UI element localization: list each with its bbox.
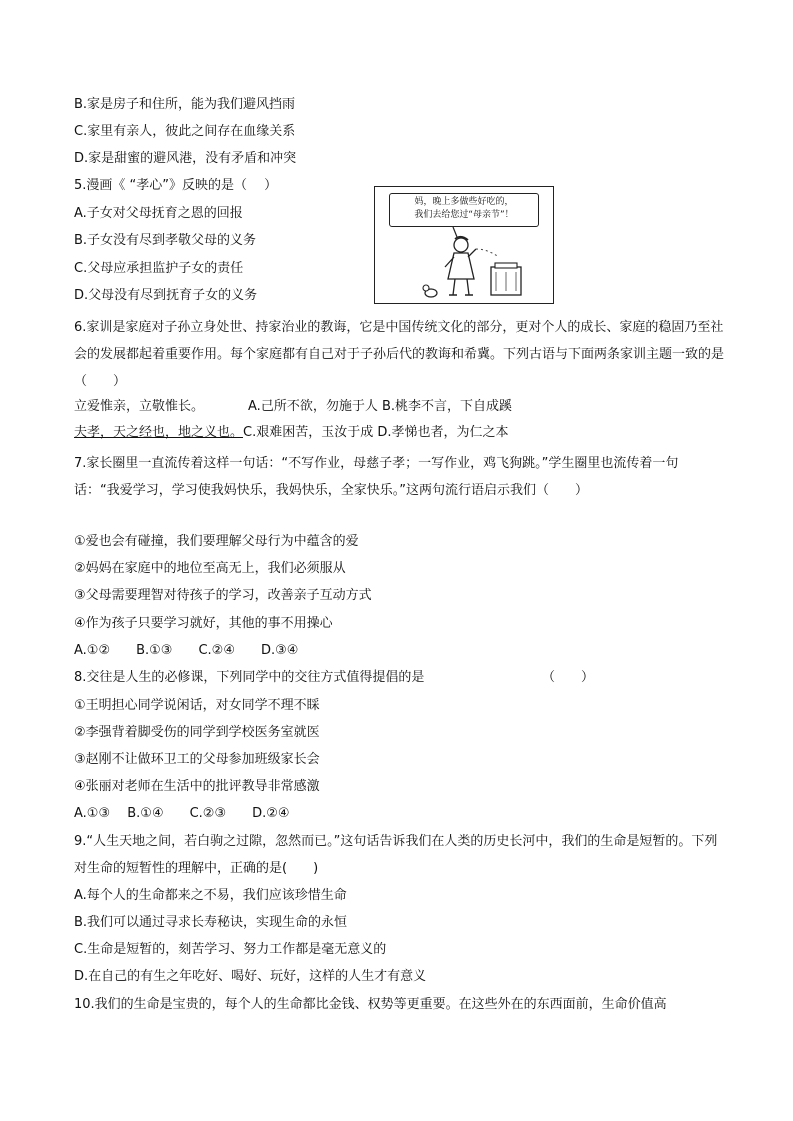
q7-answers: A.①② B.①③ C.②④ D.③④ — [74, 643, 299, 658]
q8-item-3: ③赵刚不让做环卫工的父母参加班级家长会 — [74, 752, 320, 767]
q9-option-a: A.每个人的生命都来之不易，我们应该珍惜生命 — [74, 888, 347, 903]
q8-stem: 8.交往是人生的必修课，下列同学中的交往方式值得提倡的是 — [74, 670, 425, 685]
q7-stem: 7.家长圈里一直流传着这样一句话：“不写作业，母慈子孝；一写作业，鸡飞狗跳。”学生圈里也流传着一句话：“我爱学习，学习使我妈快乐，我妈快乐，全家快乐。”这两句流行语启示我们（ ） — [74, 456, 679, 498]
q9-option-c: C.生命是短暂的，刻苦学习、努力工作都是毫无意义的 — [74, 942, 387, 957]
q6-options-cd: C.艰难困苦，玉汝于成 D.孝悌也者，为仁之本 — [243, 425, 509, 440]
q9-option-b: B.我们可以通过寻求长寿秘诀，实现生命的永恒 — [74, 915, 348, 930]
q8-answers: A.①③ B.①④ C.②③ D.②④ — [74, 806, 290, 821]
q8-answer-blank: （ ） — [542, 670, 595, 685]
q6-options-ab: A.己所不欲，勿施于人 B.桃李不言，下自成蹊 — [248, 399, 512, 414]
q6-motto-2: 夫孝，天之经也，地之义也。 — [74, 425, 244, 440]
q8-item-2: ②李强背着脚受伤的同学到学校医务室就医 — [74, 725, 320, 740]
q7-item-1: ①爱也会有碰撞，我们要理解父母行为中蕴含的爱 — [74, 534, 359, 549]
q10-stem: 10.我们的生命是宝贵的，每个人的生命都比金钱、权势等更重要。在这些外在的东西面前，生命价值高 — [74, 997, 667, 1012]
q8-item-1: ①王明担心同学说闲话，对女同学不理不睬 — [74, 698, 320, 713]
q7-item-2: ②妈妈在家庭中的地位至高无上，我们必须服从 — [74, 561, 346, 576]
q6-row-1 — [74, 398, 512, 416]
q9-stem: 9.“人生天地之间，若白驹之过隙，忽然而已。”这句话告诉我们在人类的历史长河中，我们的生命是短暂的。下列对生命的短暂性的理解中，正确的是( ) — [74, 834, 718, 876]
q5-option-b: B.子女没有尽到孝敬父母的义务 — [74, 233, 257, 248]
q5-option-c: C.父母应承担监护子女的责任 — [74, 261, 244, 276]
q9-option-d: D.在自己的有生之年吃好、喝好、玩好，这样的人生才有意义 — [74, 969, 427, 984]
q8-item-4: ④张丽对老师在生活中的批评教导非常感激 — [74, 779, 320, 794]
q6-row-2 — [74, 424, 509, 442]
filial-piety-cartoon — [374, 186, 554, 304]
q6-motto-1: 立爱惟亲，立敬惟长。 — [74, 399, 205, 414]
q5-option-a: A.子女对父母抚育之恩的回报 — [74, 206, 243, 221]
cartoon-drawing — [375, 187, 554, 304]
q4-option-d: D.家是甜蜜的避风港，没有矛盾和冲突 — [74, 151, 297, 166]
q6-stem: 6.家训是家庭对子孙立身处世、持家治业的教诲，它是中国传统文化的部分，更对个人的成长、家庭的稳固乃至社会的发展都起着重要作用。每个家庭都有自己对于子孙后代的教诲和希冀。下列古语与下面两条家训主题一致的是 （ ） — [74, 320, 738, 389]
speech-line-1: 妈，晚上多做些好吃的， — [414, 197, 514, 207]
speech-line-2: 我们去给您过“母亲节”！ — [414, 210, 514, 220]
q7-item-3: ③父母需要理智对待孩子的学习，改善亲子互动方式 — [74, 588, 372, 603]
q8-stem-line — [74, 669, 595, 687]
q4-option-b: B.家是房子和住所，能为我们避风挡雨 — [74, 97, 296, 112]
q7-item-4: ④作为孩子只要学习就好，其他的事不用操心 — [74, 616, 333, 631]
q5-stem: 5.漫画《 “孝心”》反映的是（ ） — [74, 178, 278, 193]
q5-option-d: D.父母没有尽到抚育子女的义务 — [74, 288, 258, 303]
q4-option-c: C.家里有亲人，彼此之间存在血缘关系 — [74, 124, 296, 139]
